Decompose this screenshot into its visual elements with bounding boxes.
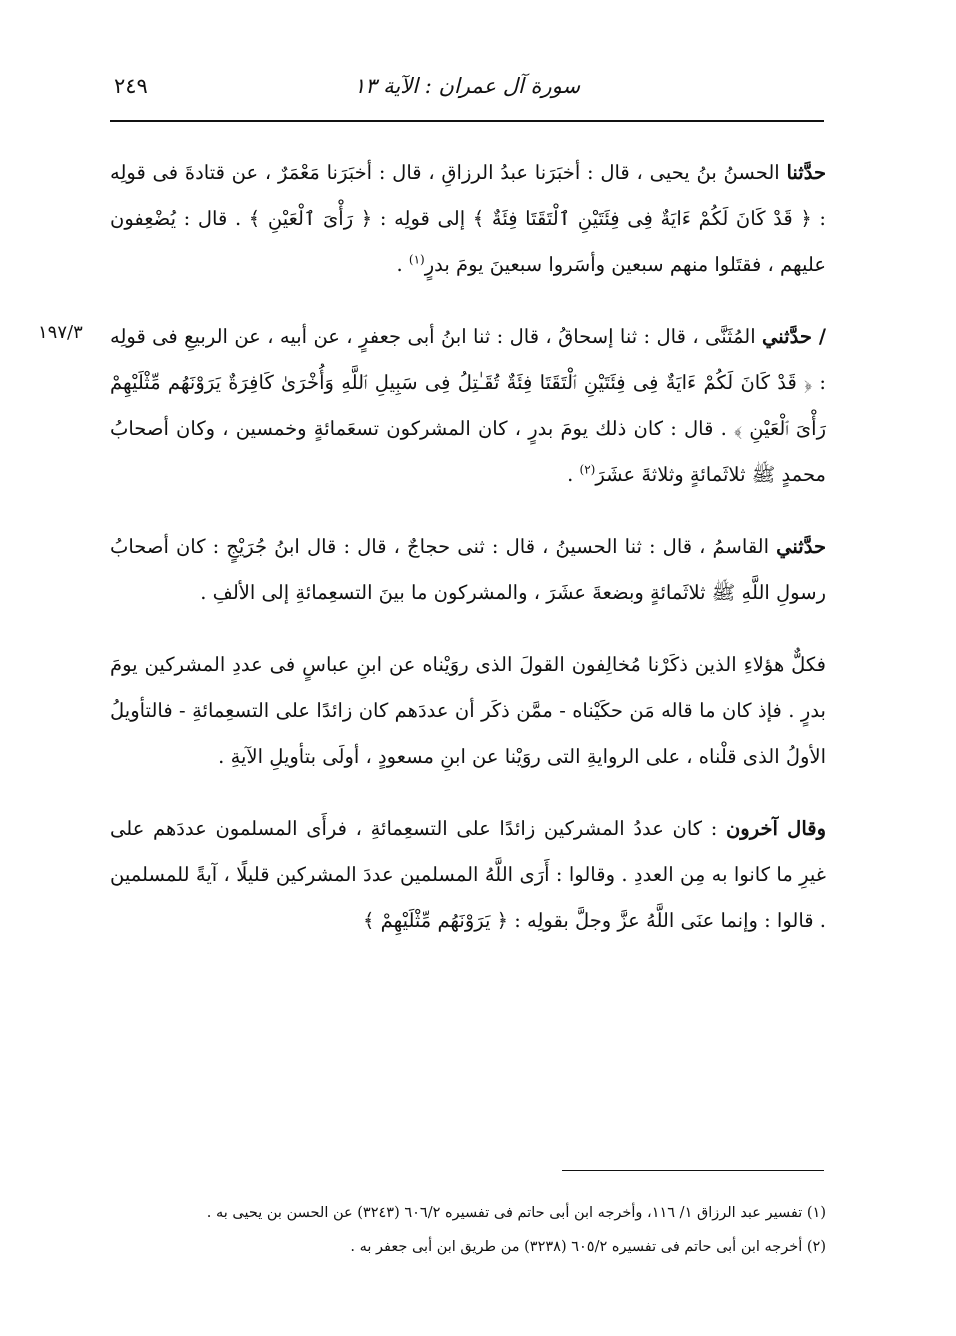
- main-text: [110, 150, 826, 970]
- running-title: سورة آل عمران : الآية ١٣: [353, 74, 581, 98]
- paragraph-lead: / حدَّثني: [762, 325, 826, 348]
- paragraph-text: القاسمُ ، قال : ثنا الحسينُ ، قال : ثنى حجاجٌ ، قال : قال ابنُ جُرَيْجٍ : كان أصحابُ رسولِ اللَّهِ ﷺ ثلاثَمائةٍ وبضعةَ عشَرَ ، والمشركون ما بينَ التسعِمائةِ إلى الألفِ .: [110, 535, 826, 604]
- paragraph-end: .: [396, 253, 409, 276]
- paragraph-lead: وقال آخرون: [725, 817, 827, 840]
- page-number: ٢٤٩: [114, 74, 148, 98]
- paragraph-lead: حدَّثني: [776, 535, 826, 558]
- page-header: [110, 64, 824, 122]
- footnotes: [110, 1196, 826, 1264]
- paragraph-text: : كان عددُ المشركين زائدًا على التسعِمائةِ ، فرأَى المسلمون عددَهم على غيرِ ما كانوا به مِن العددِ . وقالوا : أَرَى اللَّهُ المسلمين عددَ المشركين قليلًا ، آيةً للمسلمين . قالوا : وإنما عنَى اللَّهُ عزَّ وجلَّ بقولِه : ﴿ يَرَوْنَهُم مِّثْلَيْهِمْ ﴾: [110, 817, 826, 932]
- margin-volume-page-ref: ١٩٧/٣: [38, 322, 83, 343]
- paragraph-2: [110, 314, 826, 498]
- paragraph-text: الحسنُ بنُ يحيى ، قال : أخبَرَنا عبدُ الرزاقِ ، قال : أخبَرَنا مَعْمَرٌ ، عن قتادةَ فى قولِه : ﴿ قَدْ كَانَ لَكُمْ ءَايَةٌ فِى فِئَتَيْنِ ٱلْتَقَتَا فِئَةٌ ﴾ إلى قولِه : ﴿ رَأْىَ ٱلْعَيْنِ ﴾ . قال : يُضْعِفون عليهم ، فقتَلوا منهم سبعين وأسَروا سبعينَ يومَ بدرٍ: [110, 161, 826, 276]
- paragraph-text: فكلٌّ هؤلاءِ الذين ذكَرْنا مُخالِفون القولَ الذى روَيْناه عن ابنِ عباسٍ فى عددِ المشركين يومَ بدرٍ . فإذ كان ما قاله مَن حكَيْناه - ممَّن ذكَر أن عددَهم كان زائدًا على التسعِمائةِ - فالتأويلُ الأولُ الذى قلْناه ، على الروايةِ التى روَيْنا عن ابنِ مسعودٍ ، أولَى بتأويلِ الآيةِ .: [110, 653, 826, 768]
- footnote-ref-1[interactable]: (١): [408, 252, 425, 267]
- paragraph-text: المُثَنَّى ، قال : ثنا إسحاقُ ، قال : ثنا ابنُ أبى جعفرٍ ، عن أبيه ، عن الربيعِ فى قولِه : ﴿ قَدْ كَانَ لَكُمْ ءَايَةٌ فِى فِئَتَيْنِ ٱلْتَقَتَا فِئَةٌ تُقَـٰتِلُ فِى سَبِيلِ ٱللَّهِ وَأُخْرَىٰ كَافِرَةٌ يَرَوْنَهُم مِّثْلَيْهِمْ رَأْىَ ٱلْعَيْنِ ﴾ . قال : كان ذلك يومَ بدرٍ ، كان المشركون تسعَمائةٍ وخمسين ، وكان أصحابُ محمدٍ ﷺ ثلاثَمائةٍ وثلاثةَ عشَرَ: [110, 325, 826, 486]
- footnote-ref-2[interactable]: (٢): [579, 462, 596, 477]
- footnote-1: (١) تفسير عبد الرزاق ١/ ١١٦، وأخرجه ابن أبى حاتم فى تفسيره ٦٠٦/٢ (٣٢٤٣) عن الحسن بن يحيى به .: [206, 1205, 826, 1221]
- paragraph-3: [110, 524, 826, 616]
- paragraph-end: .: [567, 463, 580, 486]
- paragraph-lead: حدَّثنا: [786, 161, 826, 184]
- paragraph-4: [110, 642, 826, 780]
- footnote-divider: [562, 1170, 824, 1171]
- paragraph-1: [110, 150, 826, 288]
- paragraph-5: [110, 806, 826, 944]
- footnote-2: (٢) أخرجه ابن أبى حاتم فى تفسيره ٦٠٥/٢ (٣٢٣٨) من طريق ابن أبى جعفر به .: [350, 1239, 826, 1255]
